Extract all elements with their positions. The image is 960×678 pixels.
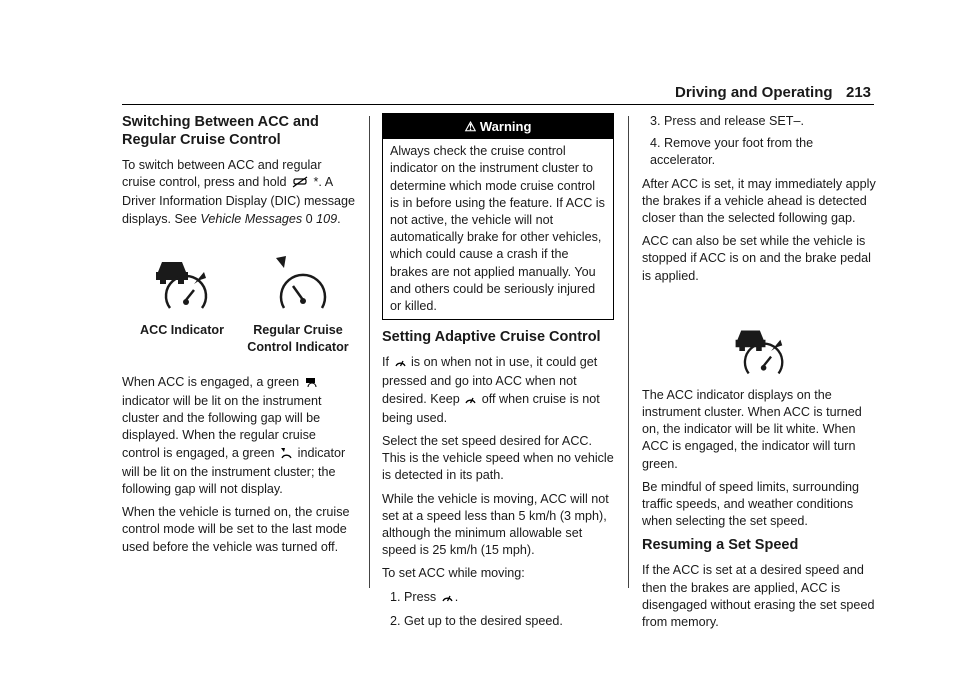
paragraph-stopped: ACC can also be set while the vehicle is stopped if ACC is on and the brake pedal is applied. — [642, 234, 871, 283]
column-1 — [122, 113, 357, 562]
paragraph-set-speed: Select the set speed desired for ACC. This is the vehicle speed when no vehicle is detected in its path. — [382, 434, 614, 483]
page-ref[interactable]: 109 — [316, 211, 338, 226]
paragraph-mindful: Be mindful of speed limits, surrounding traffic speeds, and weather conditions when selecting the set speed. — [642, 479, 860, 529]
steps-list-continued — [642, 113, 877, 170]
heading-resuming: Resuming a Set Speed — [642, 537, 799, 554]
paragraph-to-set: To set ACC while moving: — [382, 566, 525, 581]
warning-box — [382, 113, 614, 320]
warning-label: Warning — [479, 119, 532, 134]
acc-small-icon — [305, 376, 317, 393]
warning-header — [383, 114, 613, 139]
acc-indicator-icon — [730, 323, 786, 379]
paragraph-engaged — [122, 374, 357, 498]
indicator-figure — [122, 234, 357, 374]
column-divider-2 — [628, 116, 629, 588]
paragraph-if-on — [382, 354, 614, 427]
text-fragment: indicator will be lit on the instrument cluster and the following gap will be displayed. When the regular cruise control is engaged, a green — [122, 394, 322, 460]
step-4: 4. Remove your foot from the accelerator. — [650, 136, 814, 168]
text-fragment: 1. Press — [390, 589, 437, 604]
step-3: 3. Press and release SET–. — [650, 114, 805, 128]
text-fragment: When ACC is engaged, a green — [122, 374, 300, 389]
cruise-small-icon — [280, 447, 292, 464]
acc-indicator-icon — [150, 254, 210, 314]
heading-switching: Switching Between ACC and Regular Cruise Control — [122, 114, 319, 148]
text-fragment: To switch between ACC and regular cruise control, press and hold — [122, 158, 322, 190]
column-divider-1 — [369, 116, 370, 588]
text-fragment: *. A Driver Information Display (DIC) message displays. See — [122, 175, 356, 226]
paragraph-min-speed: While the vehicle is moving, ACC will not set at a speed less than 5 km/h (3 mph), although the minimum allowable set speed is 25 km/h (15 mph). — [382, 491, 609, 558]
paragraph-after-set: After ACC is set, it may immediately apply the brakes if a vehicle ahead is detected closer than the selected following gap. — [642, 176, 876, 226]
warning-icon: ⚠ — [464, 119, 477, 134]
paragraph-switch — [122, 157, 357, 228]
page-ref-symbol: 0 — [305, 211, 313, 226]
step-2: 2. Get up to the desired speed. — [390, 613, 563, 628]
cruise-on-off-icon — [442, 591, 453, 608]
page-number: 213 — [846, 84, 872, 101]
header-rule — [122, 104, 874, 105]
page-header — [0, 84, 960, 108]
acc-indicator-figure — [642, 291, 877, 387]
steps-list — [382, 589, 614, 630]
acc-indicator-caption: ACC Indicator — [140, 322, 224, 337]
text-fragment: If — [382, 355, 389, 370]
paragraph-last-mode: When the vehicle is turned on, the cruise control mode will be set to the last mode used before the vehicle was turned off. — [122, 505, 350, 554]
warning-text: Always check the cruise control indicator on the instrument cluster to determine which mode cruise control is in before using the feature. If ACC is not active, the vehicle will not automatically brake for other vehicles, which could cause a crash if the brakes are not applied manually. You and others could be seriously injured or killed. — [390, 144, 605, 314]
cruise-on-off-icon — [465, 393, 476, 410]
column-3 — [642, 113, 877, 637]
paragraph-indicator-displays: The ACC indicator displays on the instrument cluster. When ACC is turned on, the indicator will be lit white. When ACC is engaged, the indicator will turn green. — [642, 387, 862, 471]
heading-setting-acc: Setting Adaptive Cruise Control — [382, 329, 601, 346]
text-fragment: is on when not in use, it could get pressed and go into ACC when not desired. Keep — [382, 355, 598, 406]
text-fragment: . — [337, 211, 341, 226]
vehicle-messages-link[interactable]: Vehicle Messages — [200, 211, 303, 226]
text-fragment: . — [454, 589, 459, 604]
step-1 — [390, 589, 614, 608]
text-fragment: indicator will be lit on the instrument cluster; the following gap will not display. — [122, 445, 346, 497]
paragraph-resuming: If the ACC is set at a desired speed and then the brakes are applied, ACC is disengaged without erasing the set speed from memory. — [642, 563, 875, 630]
regular-cruise-indicator-icon — [270, 254, 330, 314]
regular-cruise-caption: Regular Cruise Control Indicator — [247, 322, 349, 355]
text-fragment: off when cruise is not being used. — [382, 391, 600, 425]
column-2 — [382, 113, 614, 636]
gap-toggle-icon — [292, 176, 308, 193]
section-title: Driving and Operating — [675, 84, 833, 101]
cruise-on-off-icon — [395, 356, 406, 373]
